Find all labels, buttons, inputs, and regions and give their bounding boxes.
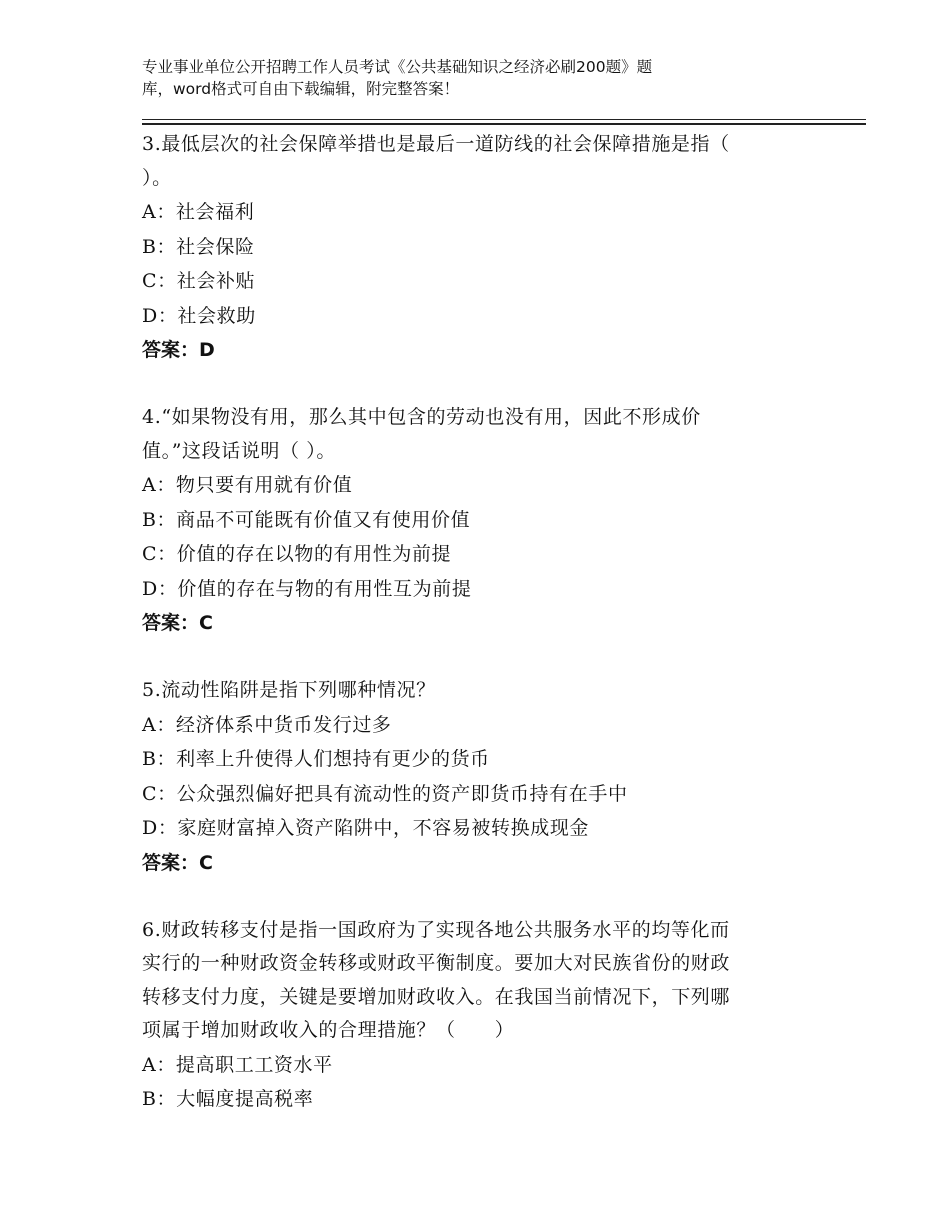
question-stem bbox=[142, 914, 802, 1048]
option-b: B：商品不可能既有价值又有使用价值 bbox=[142, 508, 471, 531]
option-c: C：价值的存在以物的有用性为前提 bbox=[142, 543, 452, 565]
option-b: B：利率上升使得人们想持有更少的货币 bbox=[142, 748, 490, 770]
option-c: C：社会补贴 bbox=[142, 270, 256, 292]
question-stem bbox=[142, 674, 802, 708]
question-5 bbox=[142, 674, 802, 880]
question-stem-line: 3.最低层次的社会保障举措也是最后一道防线的社会保障措施是指（ bbox=[142, 133, 730, 155]
question-stem bbox=[142, 128, 802, 195]
option-a: A：物只要有用就有价值 bbox=[142, 474, 353, 496]
option-a: A：经济体系中货币发行过多 bbox=[142, 713, 392, 736]
question-stem-line: 转移支付力度，关键是要增加财政收入。在我国当前情况下，下列哪 bbox=[142, 985, 731, 1008]
option-d: D：价值的存在与物的有用性互为前提 bbox=[142, 577, 472, 600]
question-3 bbox=[142, 128, 802, 367]
option-a: A：社会福利 bbox=[142, 201, 255, 223]
header-divider-thick bbox=[142, 123, 866, 125]
header-divider-thin bbox=[142, 119, 866, 120]
question-6 bbox=[142, 914, 802, 1117]
question-stem-line: 6.财政转移支付是指一国政府为了实现各地公共服务水平的均等化而 bbox=[142, 918, 730, 941]
question-spacer bbox=[142, 640, 802, 674]
question-stem-line: 实行的一种财政资金转移或财政平衡制度。要加大对民族省份的财政 bbox=[142, 952, 731, 974]
option-a: A：提高职工工资水平 bbox=[142, 1053, 333, 1076]
answer-label: 答案：C bbox=[142, 612, 213, 634]
question-stem bbox=[142, 401, 802, 468]
header-title-line-2: 库，word格式可自由下载编辑，附完整答案！ bbox=[142, 80, 460, 98]
option-d: D：家庭财富掉入资产陷阱中，不容易被转换成现金 bbox=[142, 817, 590, 839]
question-stem-line: 项属于增加财政收入的合理措施？（ ） bbox=[142, 1019, 515, 1041]
option-c: C：公众强烈偏好把具有流动性的资产即货币持有在手中 bbox=[142, 782, 628, 805]
answer-label: 答案：C bbox=[142, 851, 213, 874]
question-4 bbox=[142, 401, 802, 640]
question-stem-line: ）。 bbox=[142, 166, 172, 189]
option-b: B：社会保险 bbox=[142, 235, 255, 258]
question-stem-line: 5.流动性陷阱是指下列哪种情况？ bbox=[142, 679, 436, 701]
question-spacer bbox=[142, 880, 802, 914]
question-stem-line: 4.“如果物没有用，那么其中包含的劳动也没有用，因此不形成价 bbox=[142, 406, 701, 428]
option-d: D：社会救助 bbox=[142, 304, 256, 327]
option-b: B：大幅度提高税率 bbox=[142, 1088, 314, 1110]
document-header bbox=[142, 56, 842, 100]
header-title-line-1: 专业事业单位公开招聘工作人员考试《公共基础知识之经济必刷200题》题 bbox=[142, 58, 653, 76]
question-list bbox=[142, 128, 802, 1117]
answer-label: 答案：D bbox=[142, 339, 215, 361]
question-spacer bbox=[142, 367, 802, 401]
question-stem-line: 值。”这段话说明（ ）。 bbox=[142, 439, 336, 462]
